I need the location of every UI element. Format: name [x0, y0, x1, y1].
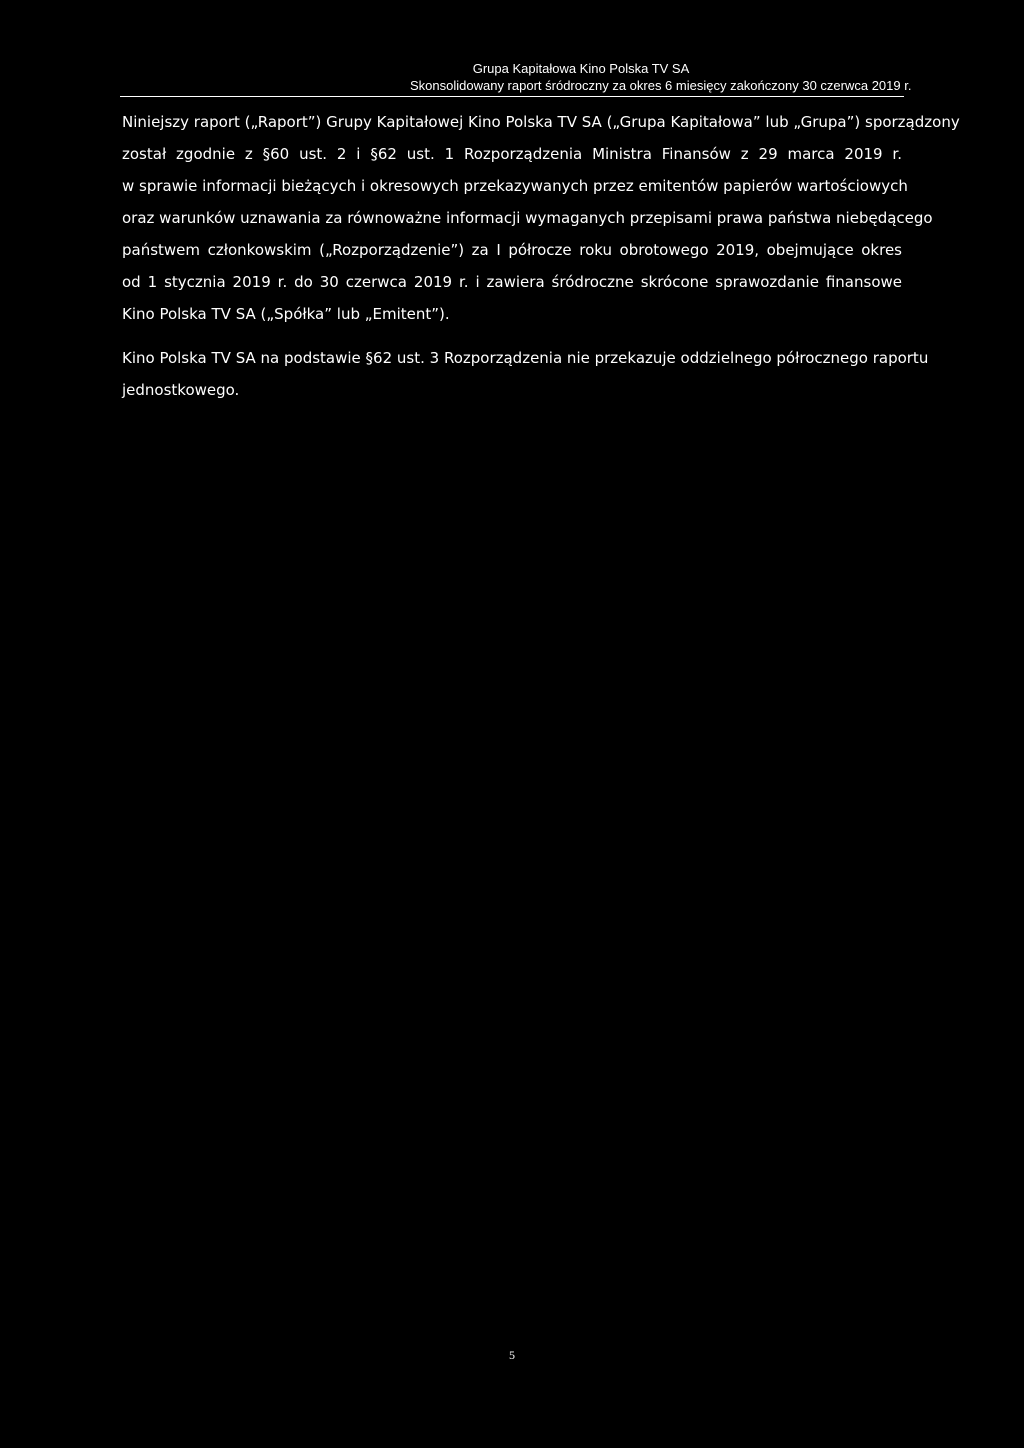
paragraph-line: państwem członkowskim („Rozporządzenie”) za I półrocze roku obrotowego 2019, obejmujące okres [122, 241, 902, 259]
paragraph-line: został zgodnie z §60 ust. 2 i §62 ust. 1 Rozporządzenia Ministra Finansów z 29 marca 2019 r. [122, 145, 902, 163]
paragraph-line: oraz warunków uznawania za równoważne informacji wymaganych przepisami prawa państwa niebędącego [122, 209, 933, 227]
header-company: Grupa Kapitałowa Kino Polska TV SA [472, 61, 690, 76]
paragraph-line: Kino Polska TV SA na podstawie §62 ust. 3 Rozporządzenia nie przekazuje oddzielnego półrocznego raportu [122, 349, 929, 367]
paragraph-standalone-report [122, 342, 929, 406]
header-report-title: Skonsolidowany raport śródroczny za okres 6 miesięcy zakończony 30 czerwca 2019 r. [410, 78, 912, 93]
document-body [122, 106, 960, 406]
page-number: 5 [509, 1348, 515, 1362]
paragraph-line: od 1 stycznia 2019 r. do 30 czerwca 2019 r. i zawiera śródroczne skrócone sprawozdanie finansowe [122, 273, 902, 291]
paragraph-report-basis [122, 106, 960, 330]
page-header [120, 60, 912, 94]
header-divider [120, 96, 904, 97]
paragraph-line: jednostkowego. [122, 381, 240, 399]
paragraph-line: w sprawie informacji bieżących i okresowych przekazywanych przez emitentów papierów wartościowych [122, 177, 908, 195]
paragraph-line: Kino Polska TV SA („Spółka” lub „Emitent”). [122, 305, 450, 323]
paragraph-line: Niniejszy raport („Raport”) Grupy Kapitałowej Kino Polska TV SA („Grupa Kapitałowa” lub „Grupa”) sporządzony [122, 113, 960, 131]
